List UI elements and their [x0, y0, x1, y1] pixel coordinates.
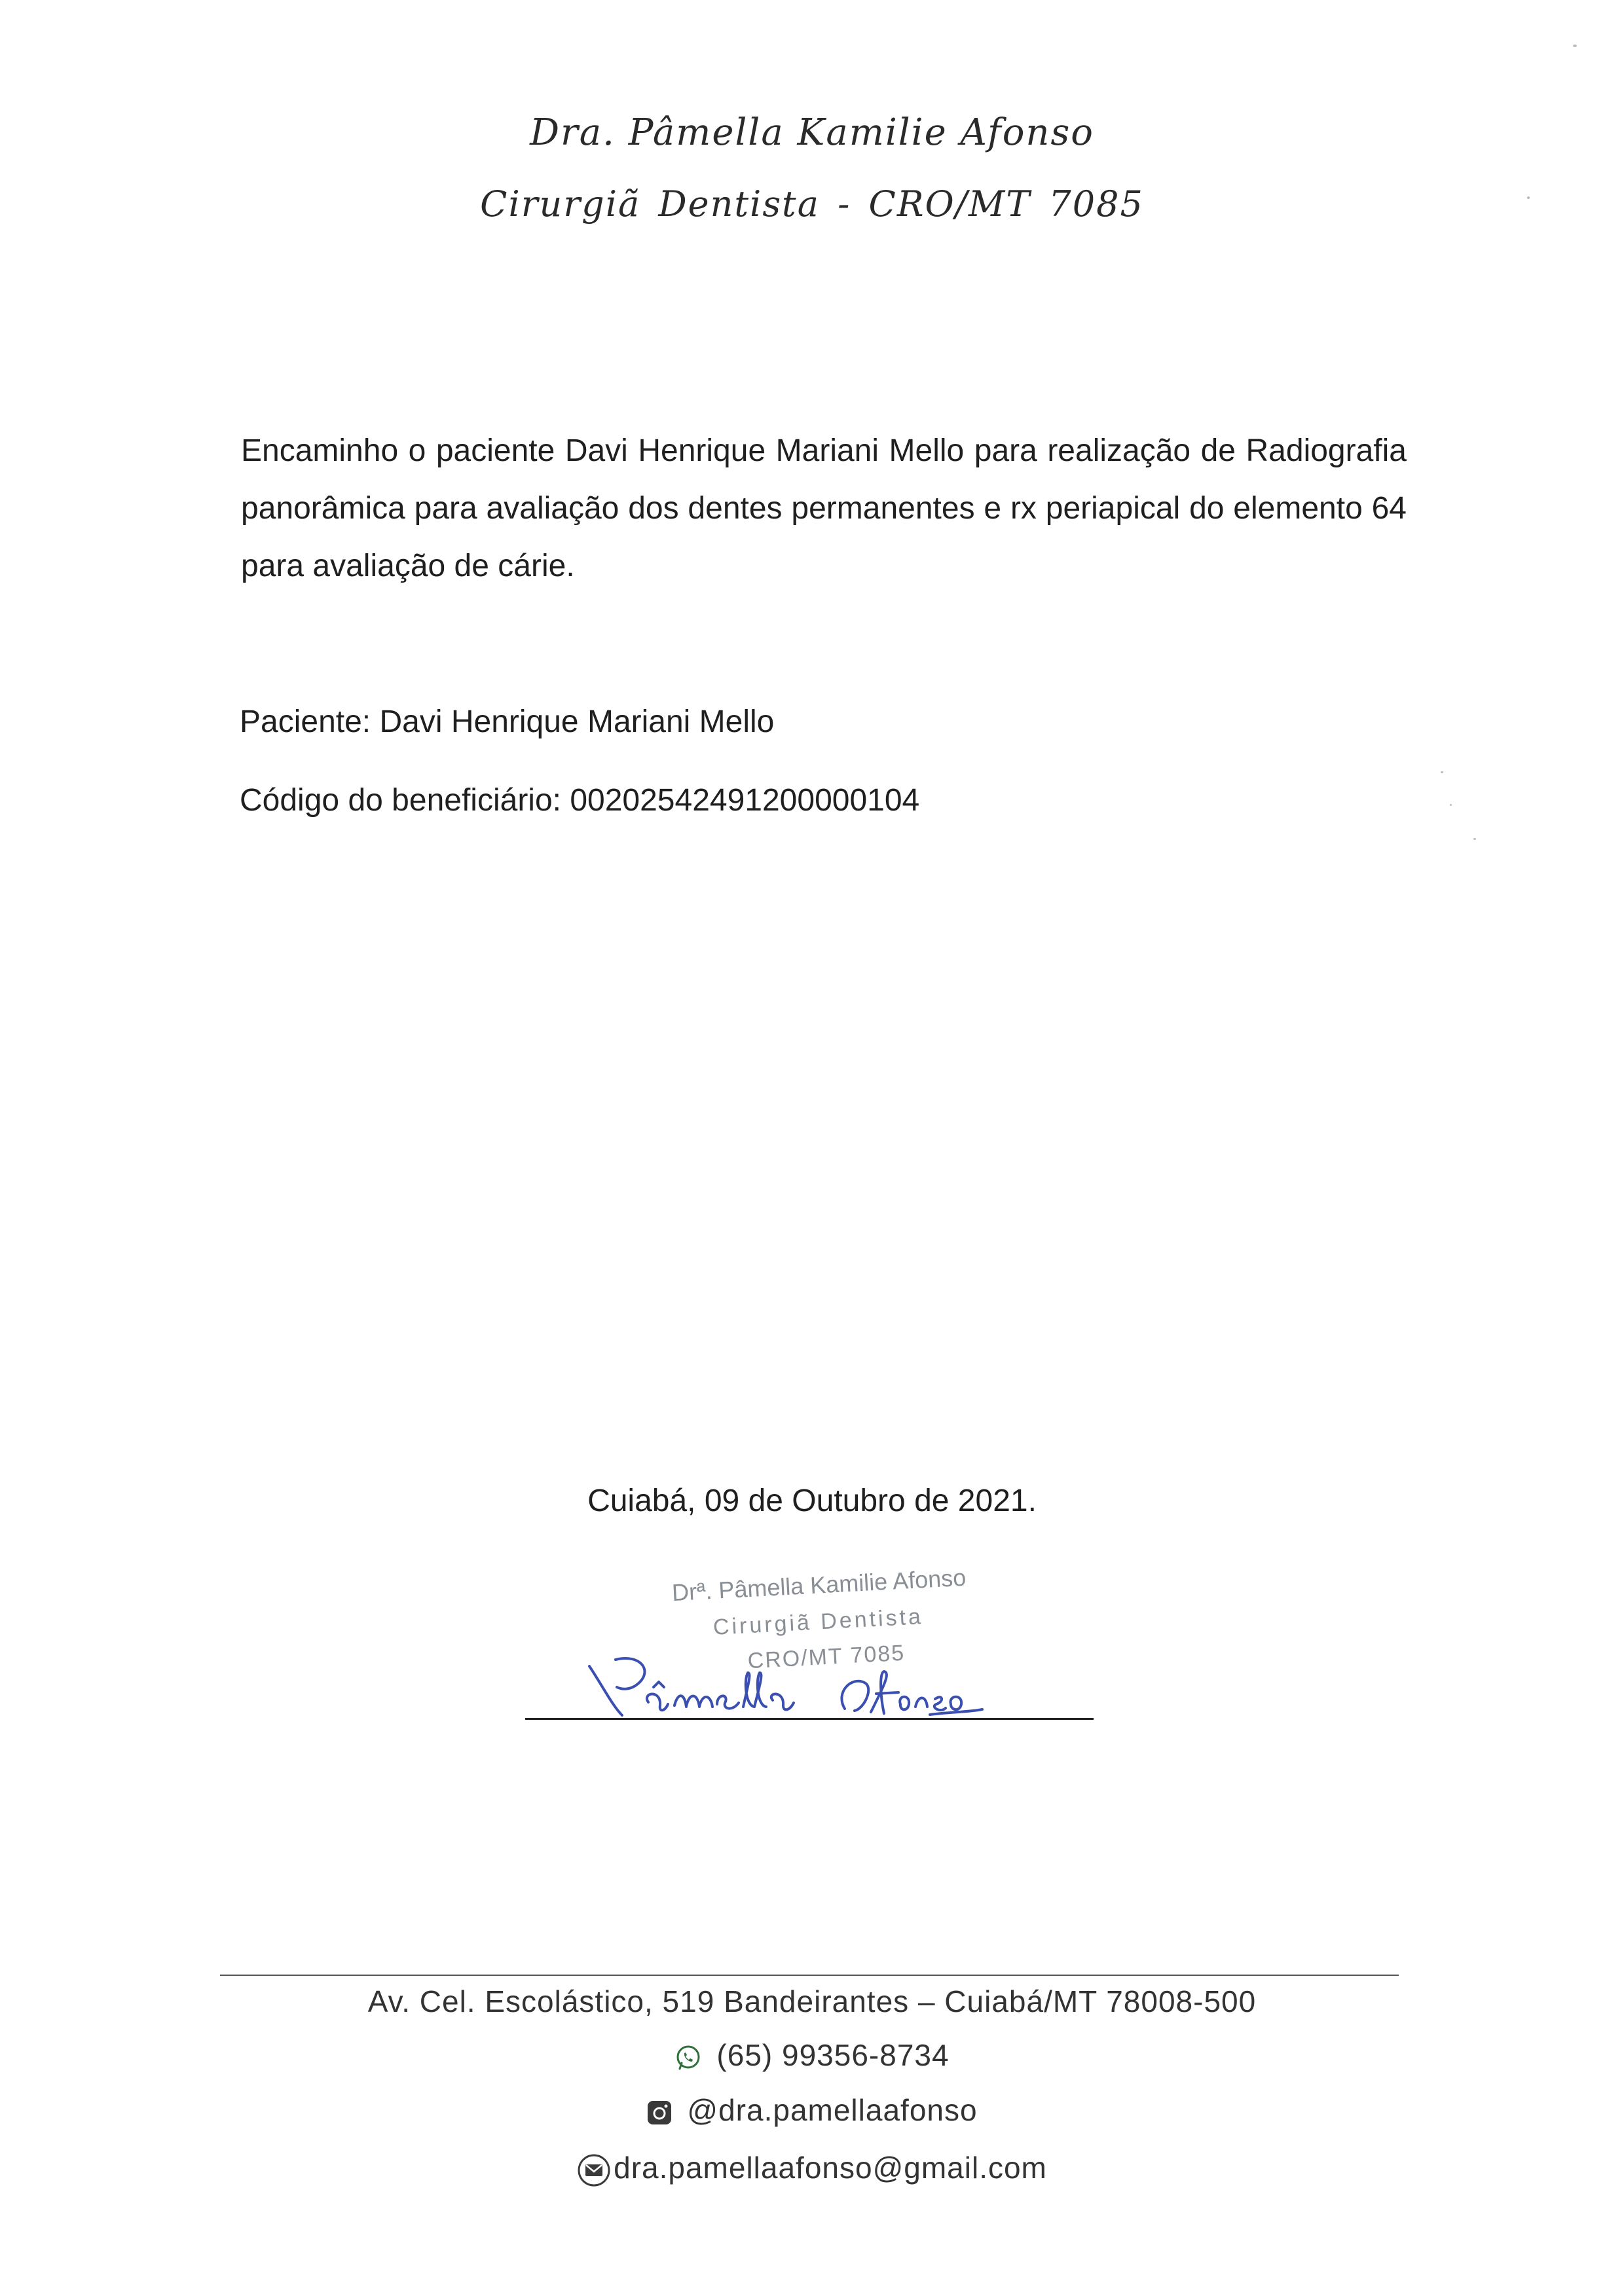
letterhead-title: Cirurgiã Dentista - CRO/MT 7085 — [480, 183, 1144, 225]
footer-email-row — [0, 2150, 1624, 2187]
email-icon — [577, 2153, 611, 2187]
stamp-role: Cirurgiã Dentista — [712, 1604, 924, 1640]
scan-speck — [1573, 45, 1577, 47]
footer-phone-row — [0, 2037, 1624, 2073]
scan-speck — [1473, 838, 1476, 840]
footer-phone: (65) 99356-8734 — [716, 2038, 950, 2072]
signature-line — [525, 1718, 1094, 1720]
footer-instagram: @dra.pamellaafonso — [687, 2093, 978, 2127]
instagram-icon — [646, 2100, 673, 2126]
stamp-name: Drª. Pâmella Kamilie Afonso — [671, 1563, 967, 1607]
footer-address: Av. Cel. Escolástico, 519 Bandeirantes – Cuiabá/MT 78008-500 — [367, 1984, 1257, 2018]
scan-speck — [1441, 771, 1443, 773]
date-line: Cuiabá, 09 de Outubro de 2021. — [587, 1484, 1037, 1518]
stamp-cro: CRO/MT 7085 — [747, 1640, 906, 1674]
referral-paragraph: Encaminho o paciente Davi Henrique Mariani Mello para realização de Radiografia panorâmica para avaliação dos dentes permanentes e rx periapical do elemento 64 para avaliação de cárie. — [241, 433, 1407, 583]
footer-email: dra.pamellaafonso@gmail.com — [614, 2151, 1047, 2185]
beneficiary-code-line: Código do beneficiário: 00202542491200000104 — [240, 783, 920, 818]
footer-instagram-row — [0, 2092, 1624, 2128]
scan-speck — [1527, 196, 1530, 199]
footer-divider — [220, 1975, 1399, 1976]
whatsapp-icon — [674, 2044, 702, 2071]
patient-line: Paciente: Davi Henrique Mariani Mello — [240, 704, 775, 739]
letterhead-name: Dra. Pâmella Kamilie Afonso — [530, 111, 1094, 154]
scan-speck — [1450, 804, 1452, 806]
